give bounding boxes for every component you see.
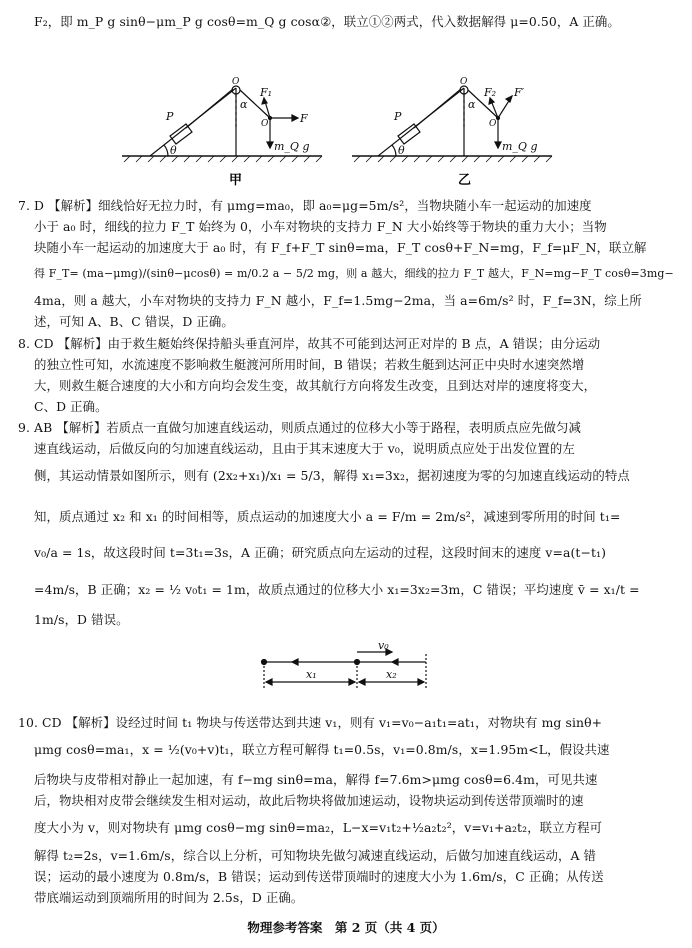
q10-line-3: 后物块与皮带相对静止一起加速，有 f−mg sinθ=ma，解得 f=7.6m>μmg cosθ=6.4m，可见共速 <box>34 772 598 787</box>
label-x2: x₂ <box>386 668 397 681</box>
label-alpha-right: α <box>468 98 476 111</box>
label-p-right: P <box>394 110 402 123</box>
q7-line-5: 4ma，则 a 越大，小车对物块的支持力 F_N 越小，F_f=1.5mg−2ma，当 a=6m/s² 时，F_f=3N，综上所 <box>34 293 642 308</box>
q10-line-5: 度大小为 v，则对物块有 μmg cosθ−mg sinθ=ma₂，L−x=v₁t₂+½a₂t₂²，v=v₁+a₂t₂，联立方程可 <box>34 820 603 835</box>
q7-line-1: 7. D 【解析】细线恰好无拉力时，有 μmg=ma₀，即 a₀=μg=5m/s²，当物块随小车一起运动的加速度 <box>18 198 592 213</box>
q9-line-4: 知，质点通过 x₂ 和 x₁ 的时间相等，质点运动的加速度大小 a = F/m = 2m/s²，减速到零所用的时间 t₁= <box>34 509 621 524</box>
label-f: F <box>300 112 308 125</box>
figure-label-left: 甲 <box>229 173 243 188</box>
motion-diagram <box>0 640 692 700</box>
q10-line-6: 解得 t₂=2s，v=1.6m/s，综合以上分析，可知物块先做匀减速直线运动，后做匀加速直线运动，A 错 <box>34 848 597 863</box>
q8-line-1: 8. CD 【解析】由于救生艇始终保持船头垂直河岸，故其不可能到达河正对岸的 B 点，A 错误；由分运动 <box>18 336 601 351</box>
q7-line-4: 得 F_T= (ma−μmg)/(sinθ−μcosθ) = m/0.2 a − 5/2 mg，则 a 越大，细线的拉力 F_T 越大，F_N=mg−F_T cosθ=3mg− <box>34 267 674 280</box>
label-mqg: m_Q g <box>274 140 310 153</box>
q7-line-2: 小于 a₀ 时，细线的拉力 F_T 始终为 0，小车对物块的支持力 F_N 大小始终等于物块的重力大小；当物 <box>34 219 607 234</box>
label-f1: F₁ <box>260 86 273 99</box>
label-theta-right: θ <box>398 144 405 157</box>
label-mqg-right: m_Q g <box>502 140 538 153</box>
q9-line-6: =4m/s，B 正确；x₂ = ½ v₀t₁ = 1m，故质点通过的位移大小 x₁=3x₂=3m，C 错误；平均速度 v̄ = x₁/t = <box>34 582 640 597</box>
label-f2: F₂ <box>484 86 497 99</box>
q10-line-7: 误；运动的最小速度为 0.8m/s，B 错误；运动到传送带顶端时的速度大小为 1.6m/s，C 正确；从传送 <box>34 869 604 884</box>
figure-label-right: 乙 <box>458 173 472 188</box>
q9-line-7: 1m/s，D 错误。 <box>34 612 129 627</box>
q9-line-1: 9. AB 【解析】若质点一直做匀加速直线运动，则质点通过的位移大小等于路程，表明质点应先做匀减 <box>18 420 581 435</box>
q7-line-3: 块随小车一起运动的加速度大于 a₀ 时，有 F_f+F_T sinθ=ma，F_T cosθ+F_N=mg，F_f=μF_N，联立解 <box>34 240 647 255</box>
q8-line-4: C、D 正确。 <box>34 399 108 414</box>
label-o-right: O <box>489 119 497 129</box>
q8-line-2: 的独立性可知，水流速度不影响救生艇渡河所用时间，B 错误；若救生艇到达河正中央时水速突然增 <box>34 357 585 372</box>
label-p: P <box>166 110 174 123</box>
label-o-top: O <box>232 77 240 87</box>
q9-line-2: 速直线运动，后做反向的匀加速直线运动，且由于其末速度大于 v₀，说明质点应处于出发位置的左 <box>34 441 575 456</box>
paragraph-line: F₂，即 m_P g sinθ−μm_P g cosθ=m_Q g cosα②，联立①②两式，代入数据解得 μ=0.50，A 正确。 <box>34 14 620 29</box>
label-v0: v₀ <box>378 640 389 652</box>
page-footer: 物理参考答案 第 2 页（共 4 页） <box>247 920 445 935</box>
q10-line-4: 后，物块相对皮带会继续发生相对运动，故此后物块将做加速运动，设物块运动到传送带顶端时的速 <box>34 793 584 808</box>
incline-figure <box>0 70 692 190</box>
q8-line-3: 大，则救生艇合速度的大小和方向均会发生变，故其航行方向将发生改变，且到达对岸的速度将变大， <box>34 378 597 393</box>
q10-line-1: 10. CD 【解析】设经过时间 t₁ 物块与传送带达到共速 v₁，则有 v₁=v₀−a₁t₁=at₁，对物块有 mg sinθ+ <box>18 715 603 730</box>
q10-line-2: μmg cosθ=ma₁，x = ½(v₀+v)t₁，联立方程可解得 t₁=0.5s，v₁=0.8m/s，x=1.95m<L，假设共速 <box>34 742 610 757</box>
q9-line-3: 侧，其运动情景如图所示，则有 (2x₂+x₁)/x₁ = 5/3，解得 x₁=3x₂，据初速度为零的匀加速直线运动的特点 <box>34 468 630 483</box>
q10-line-8: 带底端运动到顶端所用的时间为 2.5s，D 正确。 <box>34 890 304 905</box>
label-o: O <box>261 119 269 129</box>
label-o-top-right: O <box>460 77 468 87</box>
label-fprime: F′ <box>514 86 525 99</box>
q7-line-6: 述，可知 A、B、C 错误，D 正确。 <box>34 314 234 329</box>
label-theta: θ <box>170 144 177 157</box>
q9-line-5: v₀/a = 1s，故这段时间 t=3t₁=3s，A 正确；研究质点向左运动的过程，这段时间末的速度 v=a(t−t₁) <box>34 545 607 560</box>
label-x1: x₁ <box>306 668 317 681</box>
label-alpha: α <box>240 98 248 111</box>
